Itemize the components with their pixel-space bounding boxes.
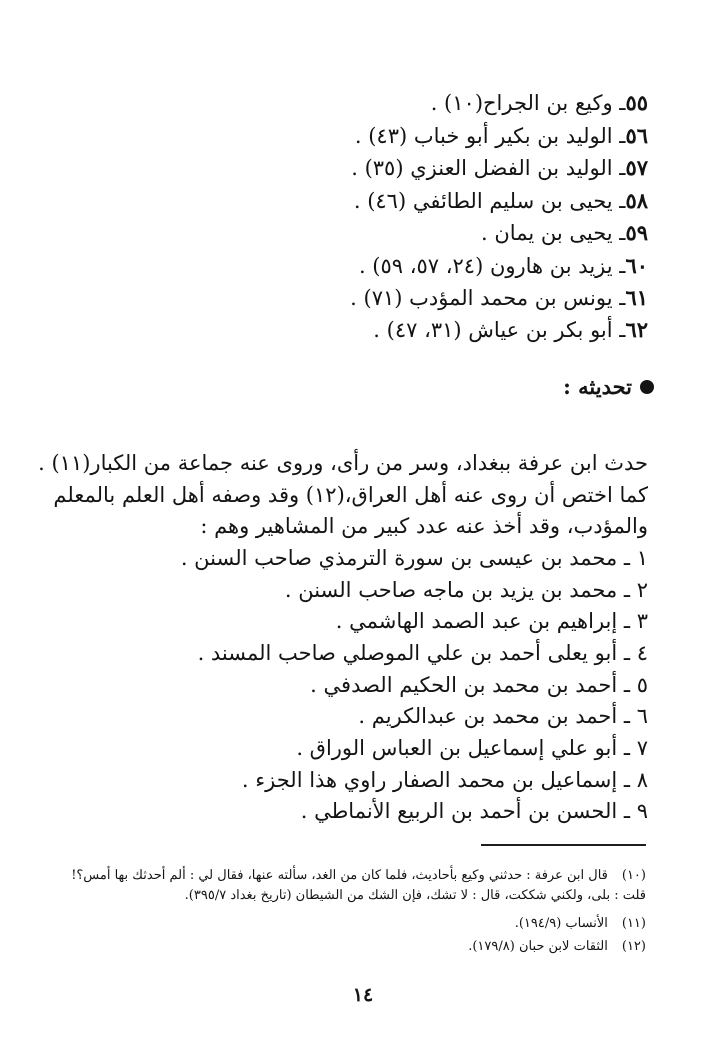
- footnote-text: الثقات لابن حبان (١٧٩/٨).: [468, 939, 608, 954]
- narrator-item: [481, 218, 648, 248]
- student-item: ٢ ـ محمد بن يزيد بن ماجه صاحب السنن .: [284, 578, 648, 602]
- narrator-number: ٦١: [625, 285, 648, 310]
- footnote: [468, 937, 646, 957]
- footnote-number: (١١): [621, 916, 646, 931]
- narrator-item: [359, 251, 648, 281]
- section-heading-text: تحديثه :: [563, 374, 632, 399]
- narrator-item: [351, 153, 648, 183]
- narrator-text: ـ الوليد بن الفضل العنزي (٣٥) .: [351, 156, 626, 180]
- footnote-number: (١٢): [621, 939, 646, 954]
- narrator-item: [354, 186, 648, 216]
- narrator-number: ٥٩: [625, 220, 648, 245]
- student-item: ٣ ـ إبراهيم بن عبد الصمد الهاشمي .: [335, 609, 648, 633]
- narrator-item: [350, 283, 648, 313]
- narrator-number: ٦٢: [625, 317, 648, 342]
- narrator-text: ـ وكيع بن الجراح(١٠) .: [430, 91, 626, 115]
- narrator-number: ٦٠: [625, 253, 648, 278]
- page-number: ١٤: [352, 984, 374, 1006]
- narrator-number: ٥٥: [625, 90, 648, 115]
- section-heading: [563, 372, 654, 402]
- footnote-divider: [481, 844, 646, 846]
- footnote: [66, 866, 646, 906]
- narrator-number: ٥٧: [625, 155, 648, 180]
- narrator-item: [431, 88, 648, 118]
- narrator-text: ـ يونس بن محمد المؤدب (٧١) .: [350, 286, 626, 310]
- student-item: ١ ـ محمد بن عيسى بن سورة الترمذي صاحب السنن .: [180, 546, 648, 570]
- narrator-text: ـ الوليد بن بكير أبو خباب (٤٣) .: [354, 124, 626, 148]
- narrator-text: ـ يحيى بن سليم الطائفي (٤٦) .: [353, 189, 626, 213]
- paragraph-line: حدث ابن عرفة ببغداد، وسر من رأى، وروى عنه جماعة من الكبار(١١) .: [38, 451, 648, 475]
- narrator-number: ٥٨: [625, 188, 648, 213]
- narrator-item: [355, 121, 648, 151]
- footnote-text: الأنساب (١٩٤/٩).: [514, 916, 608, 931]
- bullet-icon: [640, 380, 654, 394]
- narrator-text: ـ أبو بكر بن عياش (٣١، ٤٧) .: [373, 318, 626, 342]
- footnote-number: (١٠): [621, 868, 646, 883]
- student-item: ٧ ـ أبو علي إسماعيل بن العباس الوراق .: [296, 736, 648, 760]
- student-item: ٩ ـ الحسن بن أحمد بن الربيع الأنماطي .: [300, 799, 648, 823]
- narrator-text: ـ يحيى بن يمان .: [481, 221, 626, 245]
- student-item: ٥ ـ أحمد بن محمد بن الحكيم الصدفي .: [310, 673, 648, 697]
- narrator-text: ـ يزيد بن هارون (٢٤، ٥٧، ٥٩) .: [358, 254, 626, 278]
- student-item: ٤ ـ أبو يعلى أحمد بن علي الموصلي صاحب المسند .: [197, 641, 648, 665]
- footnote: [515, 914, 646, 934]
- paragraph-line: والمؤدب، وقد أخذ عنه عدد كبير من المشاهير وهم :: [200, 514, 648, 538]
- footnote-text: قال ابن عرفة : حدثني وكيع بأحاديث، فلما كان من الغد، سألته عنها، فقال لي : ألم أحدثك بها أمس؟! قلت : بلى، ولكني شككت، قال : لا تشك، فإن الشك من الشيطان (تاريخ بغداد ٣٩٥/٧).: [71, 868, 646, 903]
- paragraph-line: كما اختص أن روى عنه أهل العراق،(١٢) وقد وصفه أهل العلم بالمعلم: [53, 483, 648, 507]
- narrator-number: ٥٦: [625, 123, 648, 148]
- student-item: ٦ ـ أحمد بن محمد بن عبدالكريم .: [358, 704, 648, 728]
- narrator-item: [373, 315, 648, 345]
- student-item: ٨ ـ إسماعيل بن محمد الصفار راوي هذا الجزء .: [241, 768, 648, 792]
